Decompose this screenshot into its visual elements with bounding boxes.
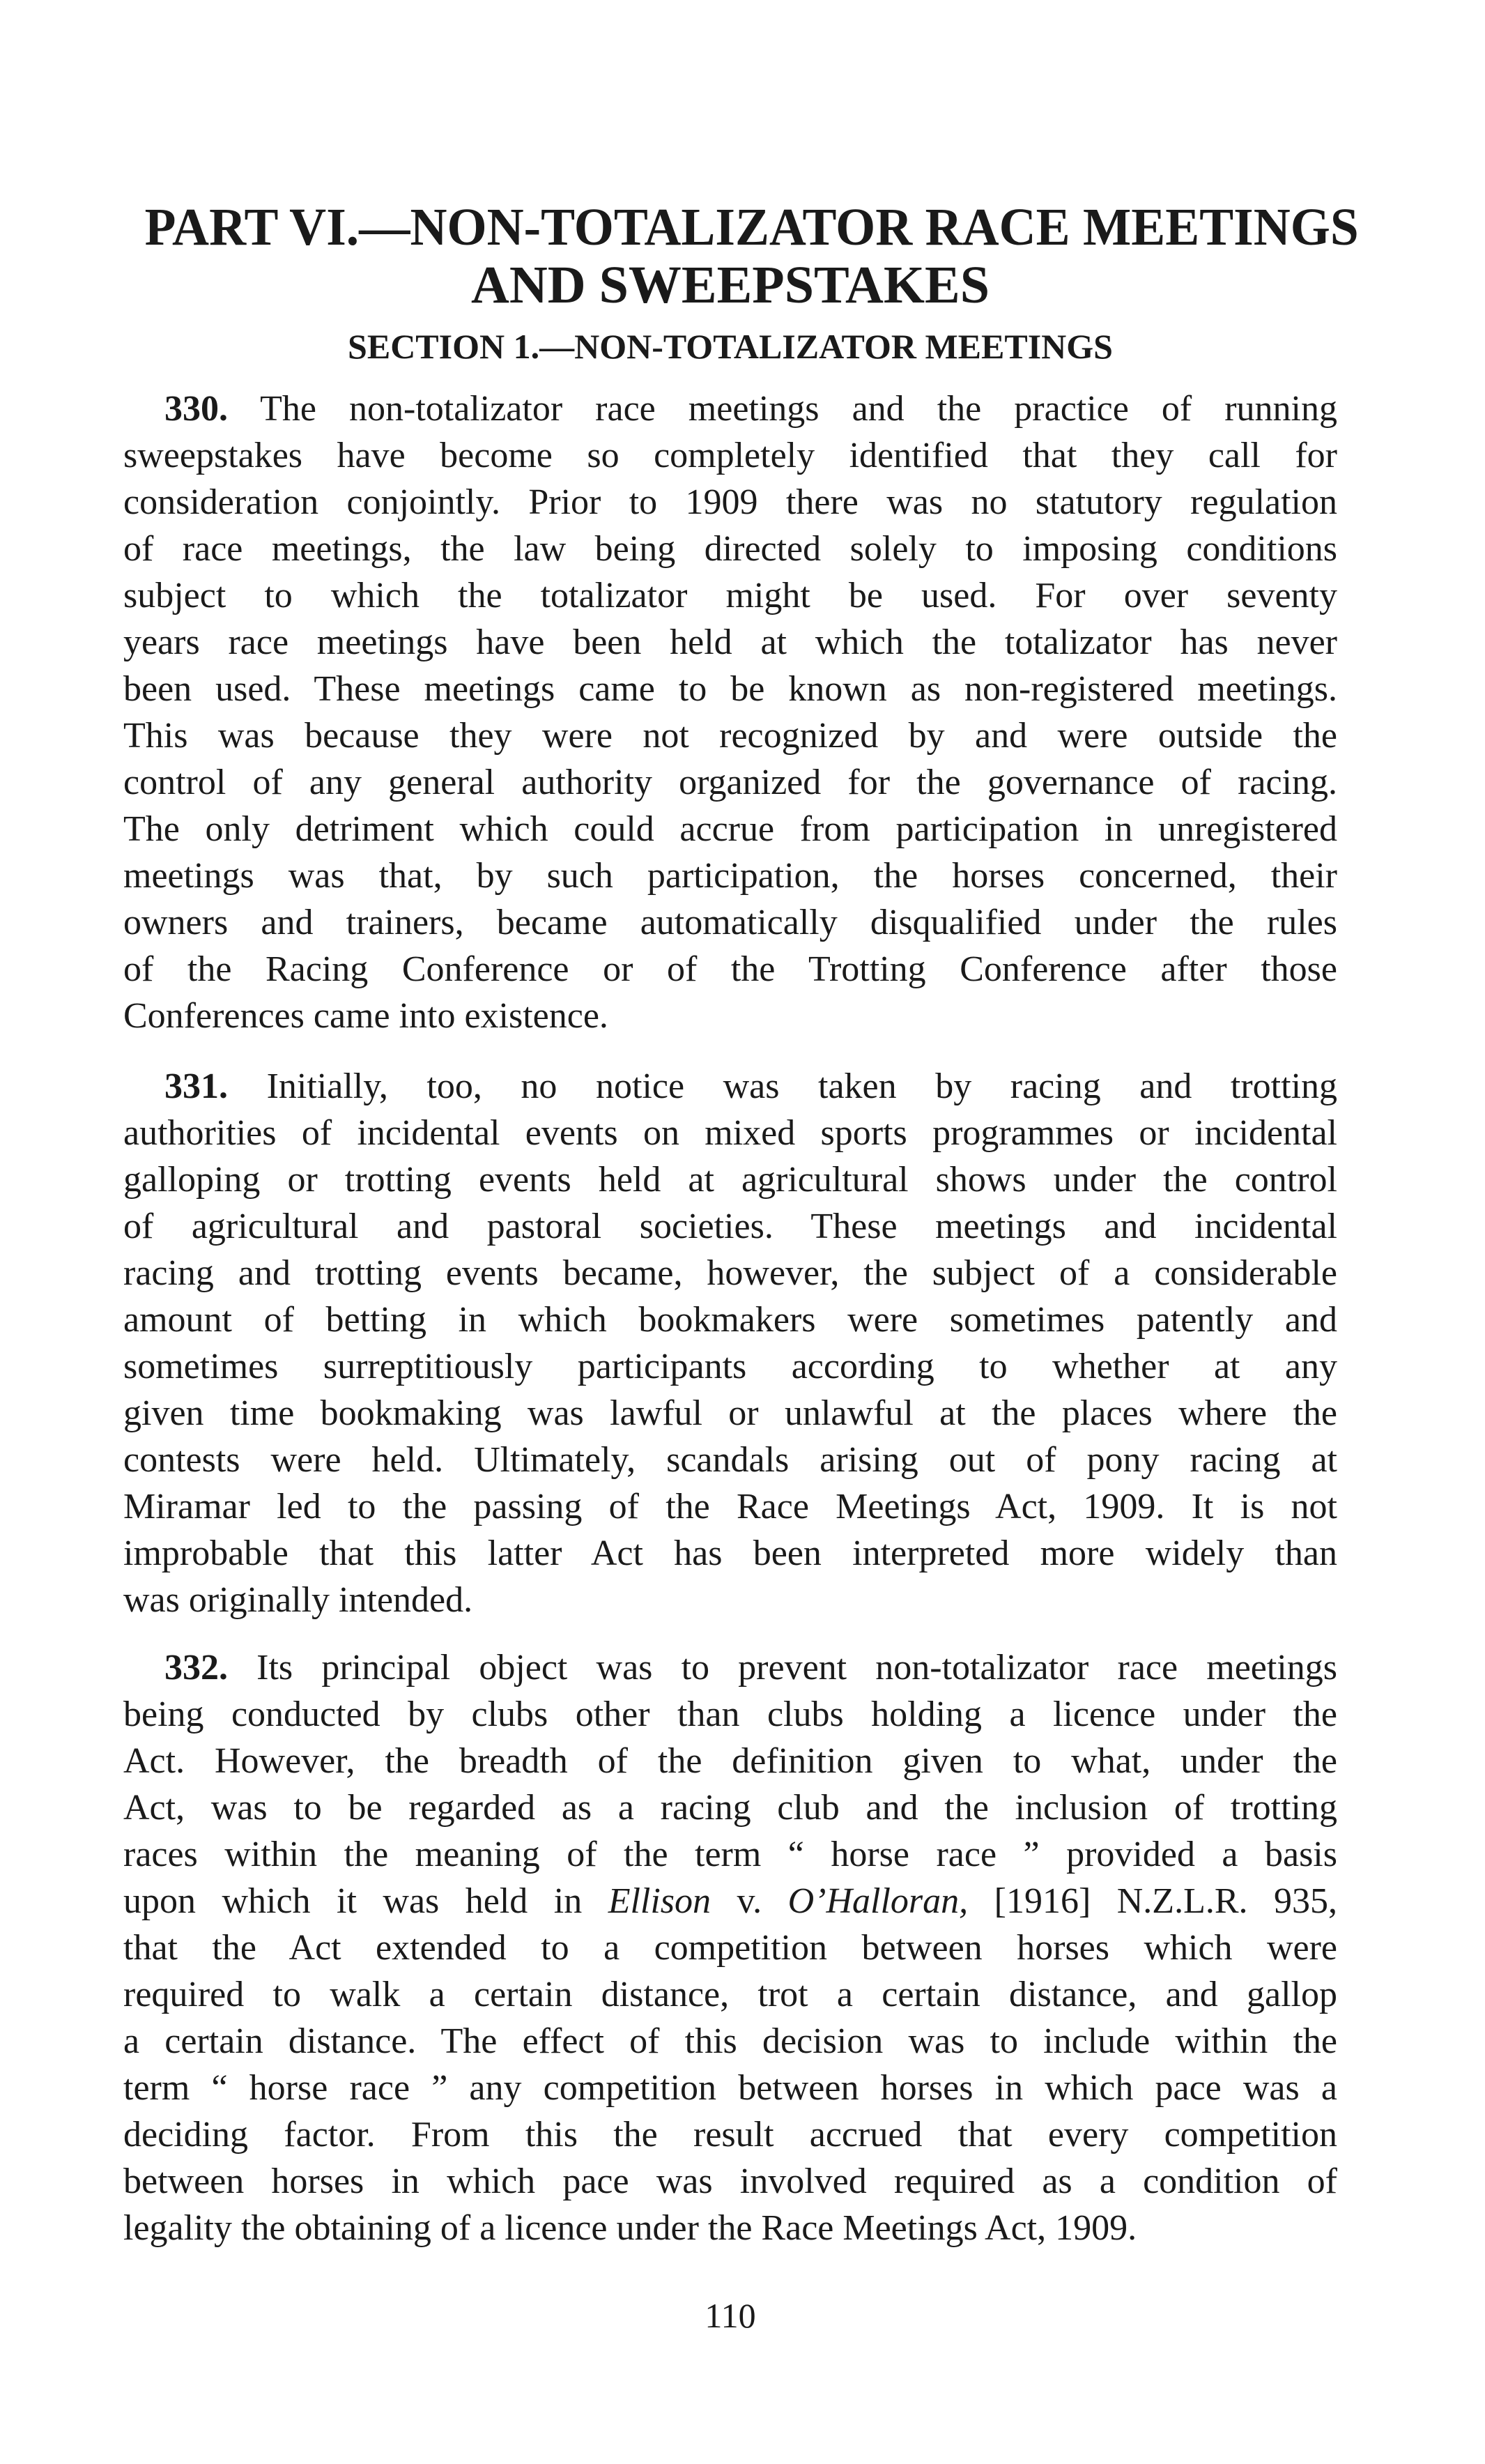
text-segment: control of any general authority organized for the governance of racing.: [123, 763, 1337, 802]
text-segment: a certain distance. The effect of this decision was to include within the: [123, 2021, 1337, 2061]
text-segment: This was because they were not recognized by and were outside the: [123, 716, 1337, 756]
text-line: [123, 1738, 1337, 1784]
text-line: [123, 572, 1337, 619]
text-line: [123, 1110, 1337, 1156]
text-segment: amount of betting in which bookmakers were sometimes patently and: [123, 1300, 1337, 1340]
text-segment: The non-totalizator race meetings and the practice of running: [260, 389, 1338, 429]
text-line: [123, 526, 1337, 572]
text-segment: Act. However, the breadth of the definition given to what, under the: [123, 1741, 1337, 1781]
text-line: [123, 1483, 1337, 1530]
text-segment: sometimes surreptitiously participants according to whether at any: [123, 1347, 1337, 1386]
section-heading: SECTION 1.—NON-TOTALIZATOR MEETINGS: [348, 327, 1113, 366]
text-segment: between horses in which pace was involved required as a condition of: [123, 2161, 1337, 2201]
text-line: [123, 1530, 1337, 1577]
text-segment: improbable that this latter Act has been interpreted more widely than: [123, 1533, 1337, 1573]
text-segment: deciding factor. From this the result accrued that every competition: [123, 2115, 1337, 2155]
paragraph-number: 332.: [164, 1648, 228, 1688]
text-line: [123, 1784, 1337, 1831]
text-line: [123, 1250, 1337, 1296]
text-line: [123, 2158, 1337, 2205]
paragraph-number: 331.: [164, 1066, 228, 1106]
text-line: [123, 479, 1337, 526]
part-heading-line-2: AND SWEEPSTAKES: [470, 256, 990, 314]
text-line: [123, 2111, 1337, 2158]
text-line: [123, 993, 1337, 1039]
text-line: [123, 1156, 1337, 1203]
part-heading-line-1-row: [123, 198, 1359, 257]
text-segment: The only detriment which could accrue from participation in unregistered: [123, 809, 1337, 849]
text-segment: meetings was that, by such participation, the horses concerned, their: [123, 856, 1337, 896]
text-segment: required to walk a certain distance, trot a certain distance, and gallop: [123, 1975, 1337, 2014]
text-segment: was originally intended.: [123, 1580, 473, 1620]
text-line: [123, 2018, 1337, 2065]
text-segment: subject to which the totalizator might be used. For over seventy: [123, 576, 1337, 615]
text-segment: Conferences came into existence.: [123, 996, 608, 1036]
text-segment: of the Racing Conference or of the Trotting Conference after those: [123, 949, 1337, 989]
text-line: [123, 852, 1337, 899]
case-name-italic: Ellison: [608, 1881, 711, 1921]
text-segment: years race meetings have been held at which the totalizator has never: [123, 622, 1337, 662]
text-line: [123, 432, 1337, 479]
text-line: [123, 385, 1337, 432]
text-line: [123, 1577, 1337, 1623]
text-segment: upon which it was held in: [123, 1881, 608, 1921]
text-line: [123, 666, 1337, 712]
text-line: [123, 1644, 1337, 1691]
text-line: [123, 1203, 1337, 1250]
text-segment: term “ horse race ” any competition between horses in which pace was a: [123, 2068, 1337, 2108]
page-number: 110: [705, 2296, 756, 2335]
paragraph-number: 330.: [164, 389, 228, 429]
text-segment: v.: [711, 1881, 788, 1921]
text-segment: that the Act extended to a competition between horses which were: [123, 1928, 1337, 1968]
case-name-italic: O’Halloran,: [787, 1881, 969, 1921]
text-segment: contests were held. Ultimately, scandals arising out of pony racing at: [123, 1440, 1337, 1480]
text-line: [123, 1437, 1337, 1483]
text-segment: legality the obtaining of a licence under the Race Meetings Act, 1909.: [123, 2208, 1137, 2248]
text-segment: been used. These meetings came to be known as non-registered meetings.: [123, 669, 1337, 709]
text-line: [123, 1691, 1337, 1738]
text-line: [123, 759, 1337, 806]
text-segment: of agricultural and pastoral societies. These meetings and incidental: [123, 1207, 1337, 1246]
text-segment: Act, was to be regarded as a racing club and the inclusion of trotting: [123, 1788, 1337, 1828]
text-line: [123, 619, 1337, 666]
paragraph-332: [123, 1644, 1337, 2251]
text-segment: authorities of incidental events on mixed sports programmes or incidental: [123, 1113, 1337, 1153]
part-heading-line-1: PART VI.—NON-TOTALIZATOR RACE MEETINGS: [144, 198, 1359, 257]
text-segment: of race meetings, the law being directed solely to imposing conditions: [123, 529, 1337, 569]
document-page: [123, 0, 1359, 2464]
text-line: [123, 1390, 1337, 1437]
text-segment: galloping or trotting events held at agricultural shows under the control: [123, 1160, 1337, 1200]
text-line: [123, 946, 1337, 993]
text-line: [123, 2205, 1337, 2251]
text-segment: sweepstakes have become so completely identified that they call for: [123, 436, 1337, 475]
text-segment: races within the meaning of the term “ horse race ” provided a basis: [123, 1835, 1337, 1874]
text-line: [123, 712, 1337, 759]
text-line: [123, 1971, 1337, 2018]
text-line: [123, 806, 1337, 852]
text-line: [123, 1343, 1337, 1390]
text-line: [123, 1296, 1337, 1343]
text-segment: Its principal object was to prevent non-totalizator race meetings: [256, 1648, 1337, 1688]
text-segment: consideration conjointly. Prior to 1909 there was no statutory regulation: [123, 482, 1337, 522]
text-segment: being conducted by clubs other than clubs holding a licence under the: [123, 1694, 1337, 1734]
text-line: [123, 1878, 1337, 1924]
text-segment: Miramar led to the passing of the Race Meetings Act, 1909. It is not: [123, 1487, 1337, 1526]
text-line: [123, 1063, 1337, 1110]
text-segment: given time bookmaking was lawful or unlawful at the places where the: [123, 1393, 1337, 1433]
text-line: [123, 1831, 1337, 1878]
paragraph-330: [123, 385, 1337, 1039]
text-line: [123, 2065, 1337, 2111]
text-segment: [1916] N.Z.L.R. 935,: [968, 1881, 1337, 1921]
text-line: [123, 1924, 1337, 1971]
text-line: [123, 899, 1337, 946]
text-segment: Initially, too, no notice was taken by racing and trotting: [266, 1066, 1338, 1106]
paragraph-331: [123, 1063, 1337, 1623]
text-segment: racing and trotting events became, however, the subject of a considerable: [123, 1253, 1337, 1293]
text-segment: owners and trainers, became automatically disqualified under the rules: [123, 903, 1337, 942]
part-heading-line-2-row: [123, 258, 1337, 312]
